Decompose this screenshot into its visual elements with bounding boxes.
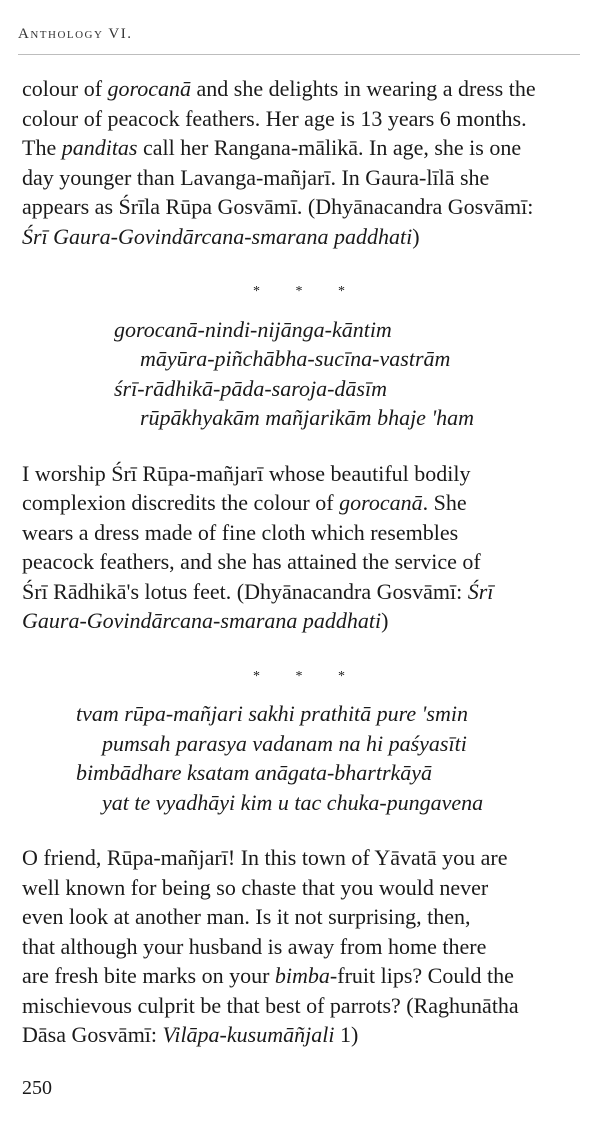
- line: appears as Śrīla Rūpa Gosvāmī. (Dhyānacandra Gosvāmī:: [22, 194, 534, 219]
- verse-line: tvam rūpa-mañjari sakhi prathitā pure 'smin: [76, 701, 468, 726]
- sanskrit-verse-1: [22, 315, 578, 433]
- section-separator: * * *: [253, 284, 361, 299]
- verse-line: gorocanā-nindi-nijānga-kāntim: [114, 316, 392, 342]
- line: The panditas call her Rangana-mālikā. In age, she is one: [22, 135, 522, 160]
- page-number: 250: [22, 1077, 52, 1099]
- running-header: Anthology VI.: [18, 26, 133, 42]
- verse-line: śrī-rādhikā-pāda-saroja-dāsīm: [114, 375, 387, 401]
- translation-paragraph-1: [22, 459, 578, 636]
- line: even look at another man. Is it not surprising, then,: [22, 904, 471, 929]
- line: that although your husband is away from home there: [22, 933, 487, 959]
- verse-line: māyūra-piñchābha-sucīna-vastrām: [140, 346, 451, 371]
- line: O friend, Rūpa-mañjarī! In this town of Yāvatā you are: [22, 845, 508, 870]
- line: day younger than Lavanga-mañjarī. In Gaura-līlā she: [22, 164, 490, 190]
- line: mischievous culprit be that best of parrots? (Raghunātha: [22, 992, 519, 1018]
- verse-line: bimbādhare ksatam anāgata-bhartrkāyā: [76, 760, 433, 785]
- verse-line: pumsah parasya vadanam na hi paśyasīti: [102, 730, 467, 756]
- line: Śrī Rādhikā's lotus feet. (Dhyānacandra Gosvāmī: Śrī: [22, 578, 494, 604]
- header-rule: [18, 54, 580, 55]
- line: Śrī Gaura-Govindārcana-smarana paddhati): [22, 223, 420, 249]
- line: well known for being so chaste that you would never: [22, 874, 489, 900]
- line: wears a dress made of fine cloth which resembles: [22, 519, 459, 545]
- line: I worship Śrī Rūpa-mañjarī whose beautiful bodily: [22, 460, 471, 486]
- sanskrit-verse-2: [22, 699, 578, 817]
- line: Dāsa Gosvāmī: Vilāpa-kusumāñjali 1): [22, 1022, 359, 1047]
- line: complexion discredits the colour of gorocanā. She: [22, 490, 467, 515]
- intro-paragraph: [22, 74, 578, 251]
- section-separator: * * *: [253, 668, 361, 684]
- verse-line: yat te vyadhāyi kim u tac chuka-pungavena: [102, 789, 484, 815]
- line: colour of gorocanā and she delights in wearing a dress the: [22, 76, 536, 101]
- line: are fresh bite marks on your bimba-fruit lips? Could the: [22, 963, 514, 988]
- translation-paragraph-2: [22, 843, 578, 1050]
- page-body: [22, 74, 578, 1050]
- verse-line: rūpākhyakām mañjarikām bhaje 'ham: [140, 405, 475, 430]
- line: colour of peacock feathers. Her age is 13 years 6 months.: [22, 105, 527, 131]
- line: Gaura-Govindārcana-smarana paddhati): [22, 608, 389, 633]
- line: peacock feathers, and she has attained the service of: [22, 549, 481, 574]
